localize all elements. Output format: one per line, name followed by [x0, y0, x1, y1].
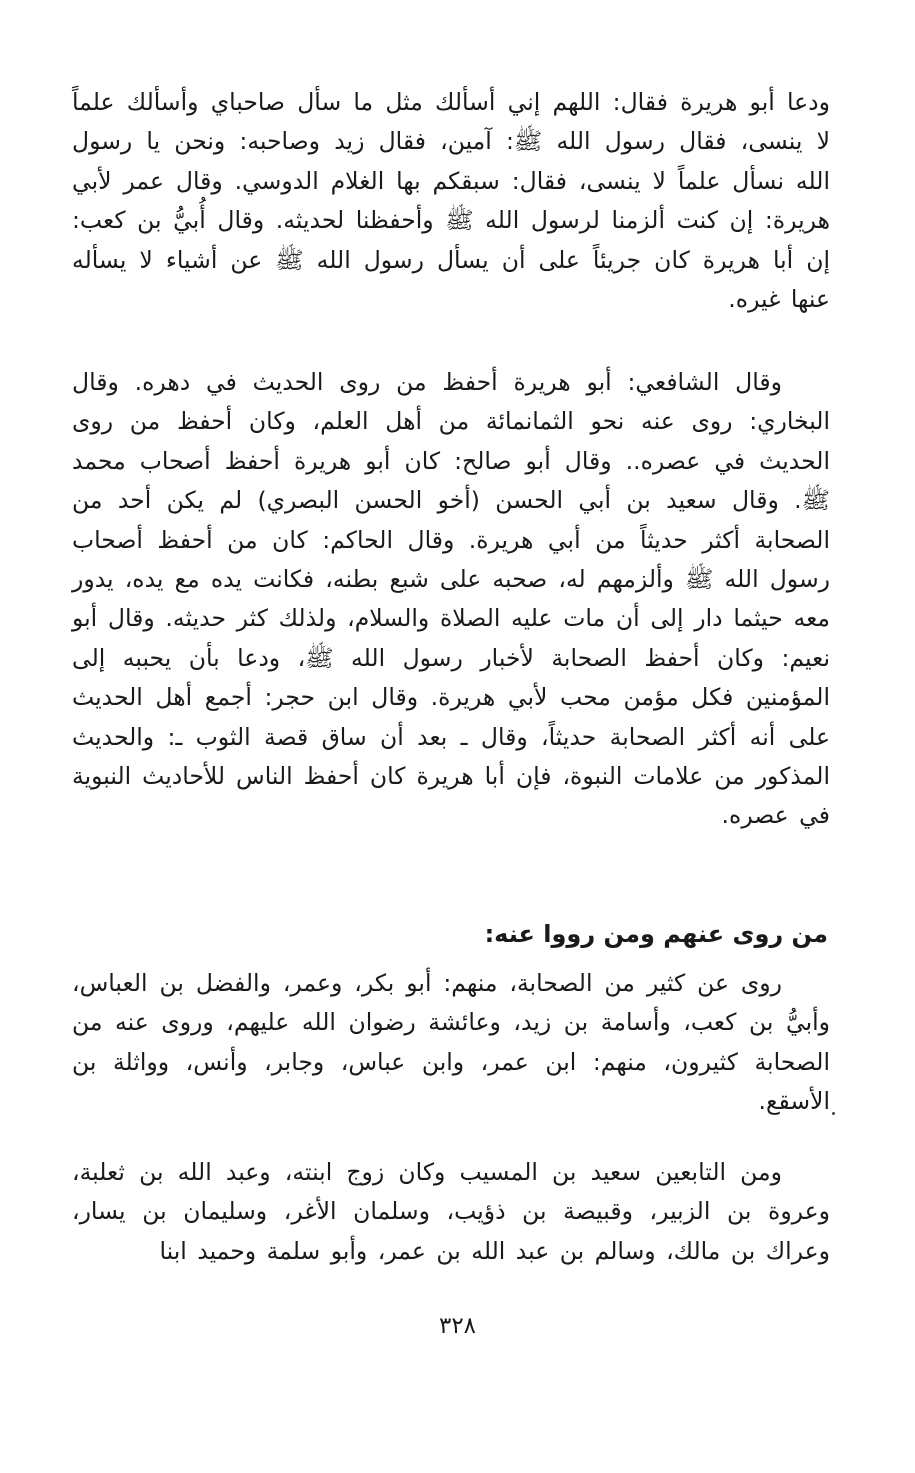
paragraph-scholars-praise: وقال الشافعي: أبو هريرة أحفظ من روى الحديث في دهره. وقال البخاري: روى عنه نحو الثمانمائة من أهل العلم، وكان أحفظ من روى الحديث في عصره.. وقال أبو صالح: كان أبو هريرة أحفظ أصحاب محمد ﷺ. وقال سعيد بن أبي الحسن (أخو الحسن البصري) لم يكن أحد من الصحابة أكثر حديثاً من أبي هريرة. وقال الحاكم: كان من أحفظ أصحاب رسول الله ﷺ وألزمهم له، صحبه على شبع بطنه، فكانت يده مع يده، يدور معه حيثما دار إلى أن مات عليه الصلاة والسلام، ولذلك كثر حديثه. وقال أبو نعيم: وكان أحفظ الصحابة لأخبار رسول الله ﷺ، ودعا بأن يحببه إلى المؤمنين فكل مؤمن محب لأبي هريرة. وقال ابن حجر: أجمع أهل الحديث على أنه أكثر الصحابة حديثاً، وقال ـ بعد أن ساق قصة الثوب ـ: والحديث المذكور من علامات النبوة، فإن أبا هريرة كان أحفظ الناس للأحاديث النبوية في عصره.: [72, 368, 830, 830]
page-number: ٣٢٨: [438, 1313, 477, 1339]
paragraph-abu-hurayrah-prayer: ودعا أبو هريرة فقال: اللهم إني أسألك مثل ما سأل صاحباي وأسألك علماً لا ينسى، فقال رسول الله ﷺ: آمين، فقال زيد وصاحبه: ونحن يا رسول الله نسأل علماً لا ينسى، فقال: سبقكم بها الغلام الدوسي. وقال عمر لأبي هريرة: إن كنت ألزمنا لرسول الله ﷺ وأحفظنا لحديثه. وقال أُبيُّ بن كعب: إن أبا هريرة كان جريئاً على أن يسأل رسول الله ﷺ عن أشياء لا يسأله عنها غيره.: [72, 88, 830, 314]
scan-speck: [832, 1112, 835, 1115]
paragraph-companions-narrated: روى عن كثير من الصحابة، منهم: أبو بكر، وعمر، والفضل بن العباس، وأبيُّ بن كعب، وأسامة بن زيد، وعائشة رضوان الله عليهم، وروى عنه من الصحابة كثيرون، منهم: ابن عمر، وابن عباس، وجابر، وأنس، وواثلة بن الأسقع.: [72, 969, 830, 1116]
paragraph-tabiin-narrators: ومن التابعين سعيد بن المسيب وكان زوج ابنته، وعبد الله بن ثعلبة، وعروة بن الزبير، وقبيصة بن ذؤيب، وسلمان الأغر، وسليمان بن يسار، وعراك بن مالك، وسالم بن عبد الله بن عمر، وأبو سلمة وحميد ابنا: [72, 1158, 830, 1265]
section-heading-narrators: من روى عنهم ومن رووا عنه:: [484, 920, 828, 948]
